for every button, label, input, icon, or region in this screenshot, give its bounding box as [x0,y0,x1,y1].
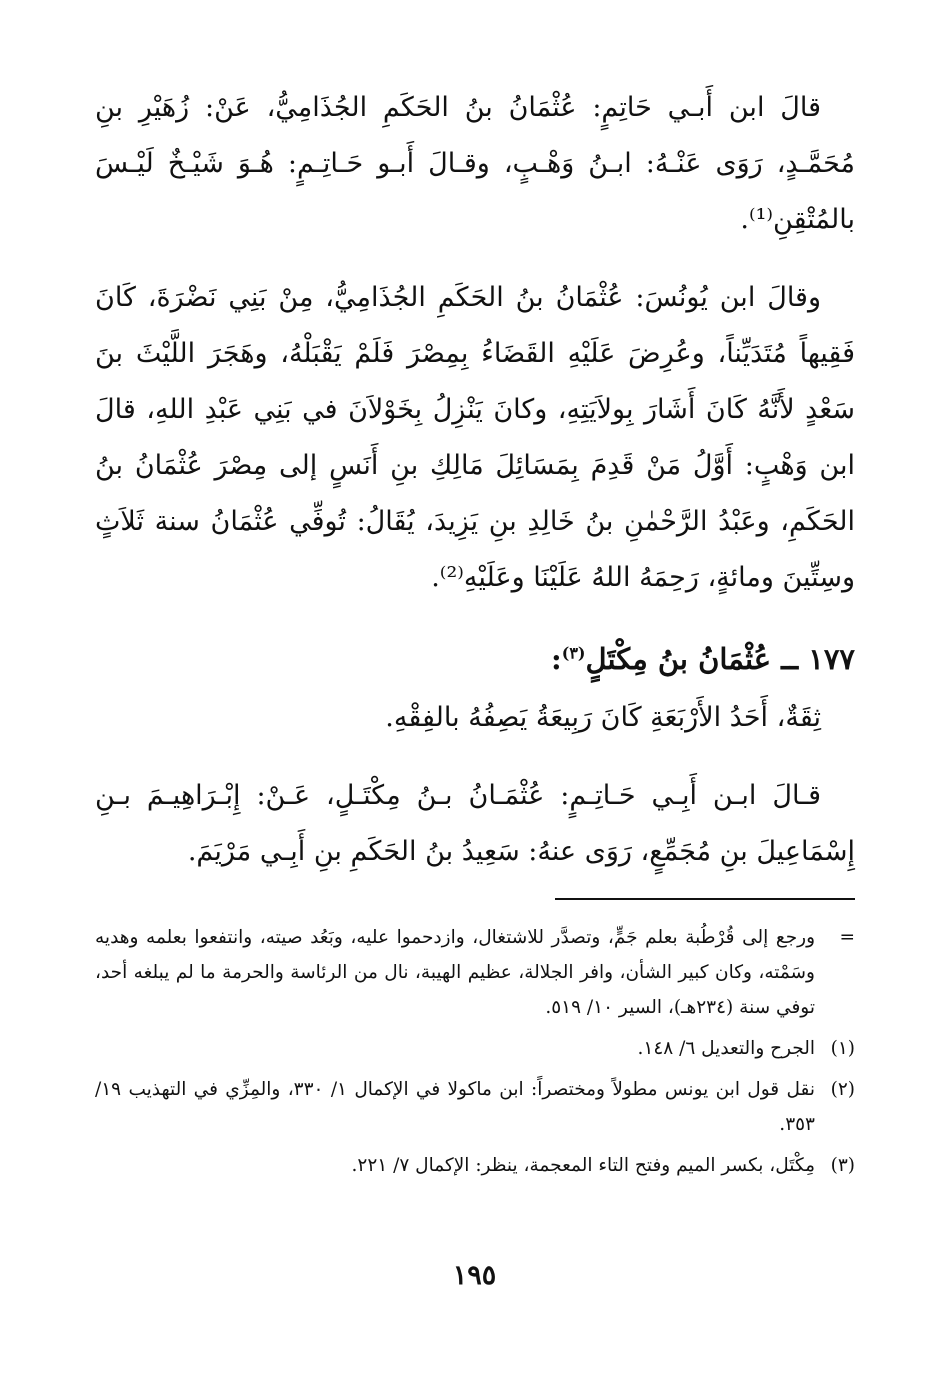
footnote-text: الجرح والتعديل ٦/ ١٤٨. [637,1038,815,1059]
paragraph-gap [95,606,855,628]
footnote-1 [95,1031,855,1066]
paragraph-gap [95,248,855,270]
entry-footnote-marker: (٣) [561,643,586,663]
entry-number: ١٧٧ [808,642,855,676]
footnote-mark: = [839,927,855,948]
footnote-mark: (٢) [830,1079,855,1100]
entry-name: عُثْمَانُ بنُ مِكْتَلٍ [585,642,772,676]
paragraph-ibn-yunus: وقالَ ابن يُونُسَ: عُثْمَانُ بنُ الحَكَمِ الجُذَامِيُّ، مِنْ بَنِي نَضْرَةَ، كَانَ فَقِيهاً مُتَدَيِّناً، وعُرِضَ عَلَيْهِ القَضَاءُ بِمِصْرَ فَلَمْ يَقْبَلْهُ، وهَجَرَ اللَّيْثَ بنَ سَعْدٍ لأَنَّهُ كَانَ أَشَارَ بِولاَيَتِهِ، وكانَ يَنْزِلُ بِخَوْلاَنَ في بَنِي عَبْدِ اللهِ، قالَ ابن وَهْبٍ: أَوَّلُ مَنْ قَدِمَ بِمَسَائِلَ مَالِكِ بنِ أَنَسٍ إلى مِصْرَ عُثْمَانُ بنُ الحَكَمِ، وعَبْدُ الرَّحْمٰنِ بنُ خَالِدِ بنِ يَزِيدَ، يُقَالُ: تُوفِّي عُثْمَانُ سنة ثَلاَثٍ وسِتِّينَ ومائةٍ، رَحِمَهُ اللهُ عَلَيْنَا وعَلَيْهِ⁽²⁾. [95,282,855,593]
entry-description: ثِقَةٌ، أَحَدُ الأَرْبَعَةِ كَانَ رَبِيعَةُ يَصِفُهُ بالفِقْهِ. [385,702,821,733]
footnote-separator [555,898,855,900]
footnote-mark: (٣) [830,1155,855,1176]
entry-dash: ــ [781,642,799,676]
footnotes [95,920,855,1189]
footnote-continuation [95,920,855,1025]
paragraph-ibn-abi-hatim: قالَ ابن أَبـي حَاتِمٍ: عُثْمَانُ بنُ الحَكَمِ الجُذَامِيُّ، عَنْ: زُهَيْرِ بنِ مُحَمَّـدٍ، رَوَى عَنْـهُ: ابـنُ وَهْـبٍ، وقـالَ أَبـو حَـاتِـمٍ: هُـوَ شَيْـخٌ لَيْـسَ بالمُتْقِنِ⁽¹⁾. [95,92,855,235]
entry-colon: : [551,642,562,676]
footnote-mark: (١) [830,1038,855,1059]
footnote-2 [95,1072,855,1142]
paragraph-gap [95,746,855,768]
footnote-text: مِكْتَل، بكسر الميم وفتح التاء المعجمة، ينظر: الإكمال ٧/ ٢٢١. [351,1155,815,1176]
entry-heading [95,628,855,690]
page-body [95,80,855,1370]
page-number: ١٩٥ [452,1260,497,1291]
footnote-3 [95,1148,855,1183]
footnote-text: نقل قول ابن يونس مطولاً ومختصراً: ابن ماكولا في الإكمال ١/ ٣٣٠، والمِزِّي في التهذيب ١٩/ ٣٥٣. [95,1079,815,1135]
entry-quote: قـالَ ابـن أَبِـي حَـاتِـمٍ: عُثْمَـانُ بـنُ مِكْتَـلٍ، عَـنْ: إِبْـرَاهِيـمَ بـنِ إِسْمَاعِيلَ بنِ مُجَمِّعٍ، رَوَى عنهُ: سَعِيدُ بنُ الحَكَمِ بنِ أَبِـي مَرْيَمَ. [95,780,855,867]
footnote-text: ورجع إلى قُرْطُبة بعلم جَمٍّ، وتصدَّر للاشتغال، وازدحموا عليه، وبَعُد صيته، وانتفعوا بعلمه وهديه وسَمْته، وكان كبير الشأن، وافر الجلالة، عظيم الهيبة، نال من الرئاسة والحرمة ما لم يبلغه أحد، توفي سنة (٢٣٤هـ)، السير ١٠/ ٥١٩. [95,927,815,1018]
